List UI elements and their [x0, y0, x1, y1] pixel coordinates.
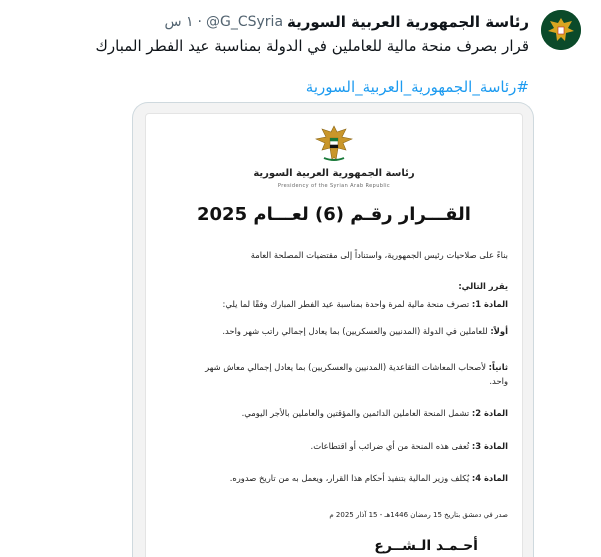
item-second-label: ثانياً:	[488, 362, 508, 372]
item-first-label: أولاً:	[490, 326, 508, 336]
preamble: بناءً على صلاحيات رئيس الجمهورية، واستناداً إلى مقتضيات المصلحة العامة	[250, 250, 508, 260]
article-3	[160, 439, 508, 453]
post-text: قرار بصرف منحة مالية للعاملين في الدولة بمناسبة عيد الفطر المبارك	[95, 37, 529, 55]
signature-name: أحـمـد الـشــرع	[374, 538, 478, 554]
article-3-label: المادة 3:	[471, 441, 508, 451]
article-1-text: تصرف منحة مالية لمرة واحدة بمناسبة عيد الفطر المبارك وفقًا لما يلي:	[222, 299, 472, 309]
avatar[interactable]	[541, 10, 581, 50]
display-name[interactable]: رئاسة الجمهورية العربية السورية	[287, 13, 529, 31]
presidency-english: Presidency of the Syrian Arab Republic	[277, 183, 391, 189]
presidency-arabic: رئاسة الجمهورية العربية السورية	[253, 168, 415, 179]
post-time[interactable]: ١ س	[164, 14, 194, 30]
syrian-eagle-icon	[312, 124, 356, 164]
article-1-label: المادة 1:	[471, 299, 508, 309]
article-3-text: تُعفى هذه المنحة من أي ضرائب أو اقتطاعات.	[310, 441, 472, 451]
decree-document	[145, 113, 523, 557]
article-4	[198, 471, 508, 485]
post-header	[100, 11, 529, 33]
decree-title: القـــرار رقـم (6) لعـــام 2025	[197, 204, 471, 225]
hashtag-link[interactable]: #رئاسة_الجمهورية_العربية_السورية	[305, 78, 529, 96]
article-2	[160, 406, 508, 420]
item-first-text: للعاملين في الدولة (المدنيين والعسكريين) بما يعادل إجمالي راتب شهر واحد.	[222, 326, 491, 336]
article-4-text: يُكلف وزير المالية بتنفيذ أحكام هذا القرار، ويعمل به من تاريخ صدوره.	[229, 473, 472, 483]
decides-line: يقرر التالي:	[458, 281, 508, 291]
article-4-label: المادة 4:	[471, 473, 508, 483]
post-image[interactable]	[132, 102, 534, 557]
article-1	[160, 297, 508, 311]
item-first	[208, 324, 508, 338]
article-2-text: تشمل المنحة العاملين الدائمين والمؤقتين والعاملين بالأجر اليومي.	[241, 408, 472, 418]
separator-dot: ·	[197, 14, 202, 30]
item-second	[198, 360, 508, 388]
user-handle[interactable]: @G_CSyria	[206, 14, 284, 30]
item-second-text: لأصحاب المعاشات التقاعدية (المدنيين والعسكريين) بما يعادل إجمالي معاش شهر واحد.	[205, 362, 508, 386]
eagle-emblem-icon	[541, 10, 581, 50]
article-2-label: المادة 2:	[471, 408, 508, 418]
issue-date: صدر في دمشق بتاريخ 15 رمضان 1446هـ - 15 آذار 2025 م	[329, 511, 508, 519]
